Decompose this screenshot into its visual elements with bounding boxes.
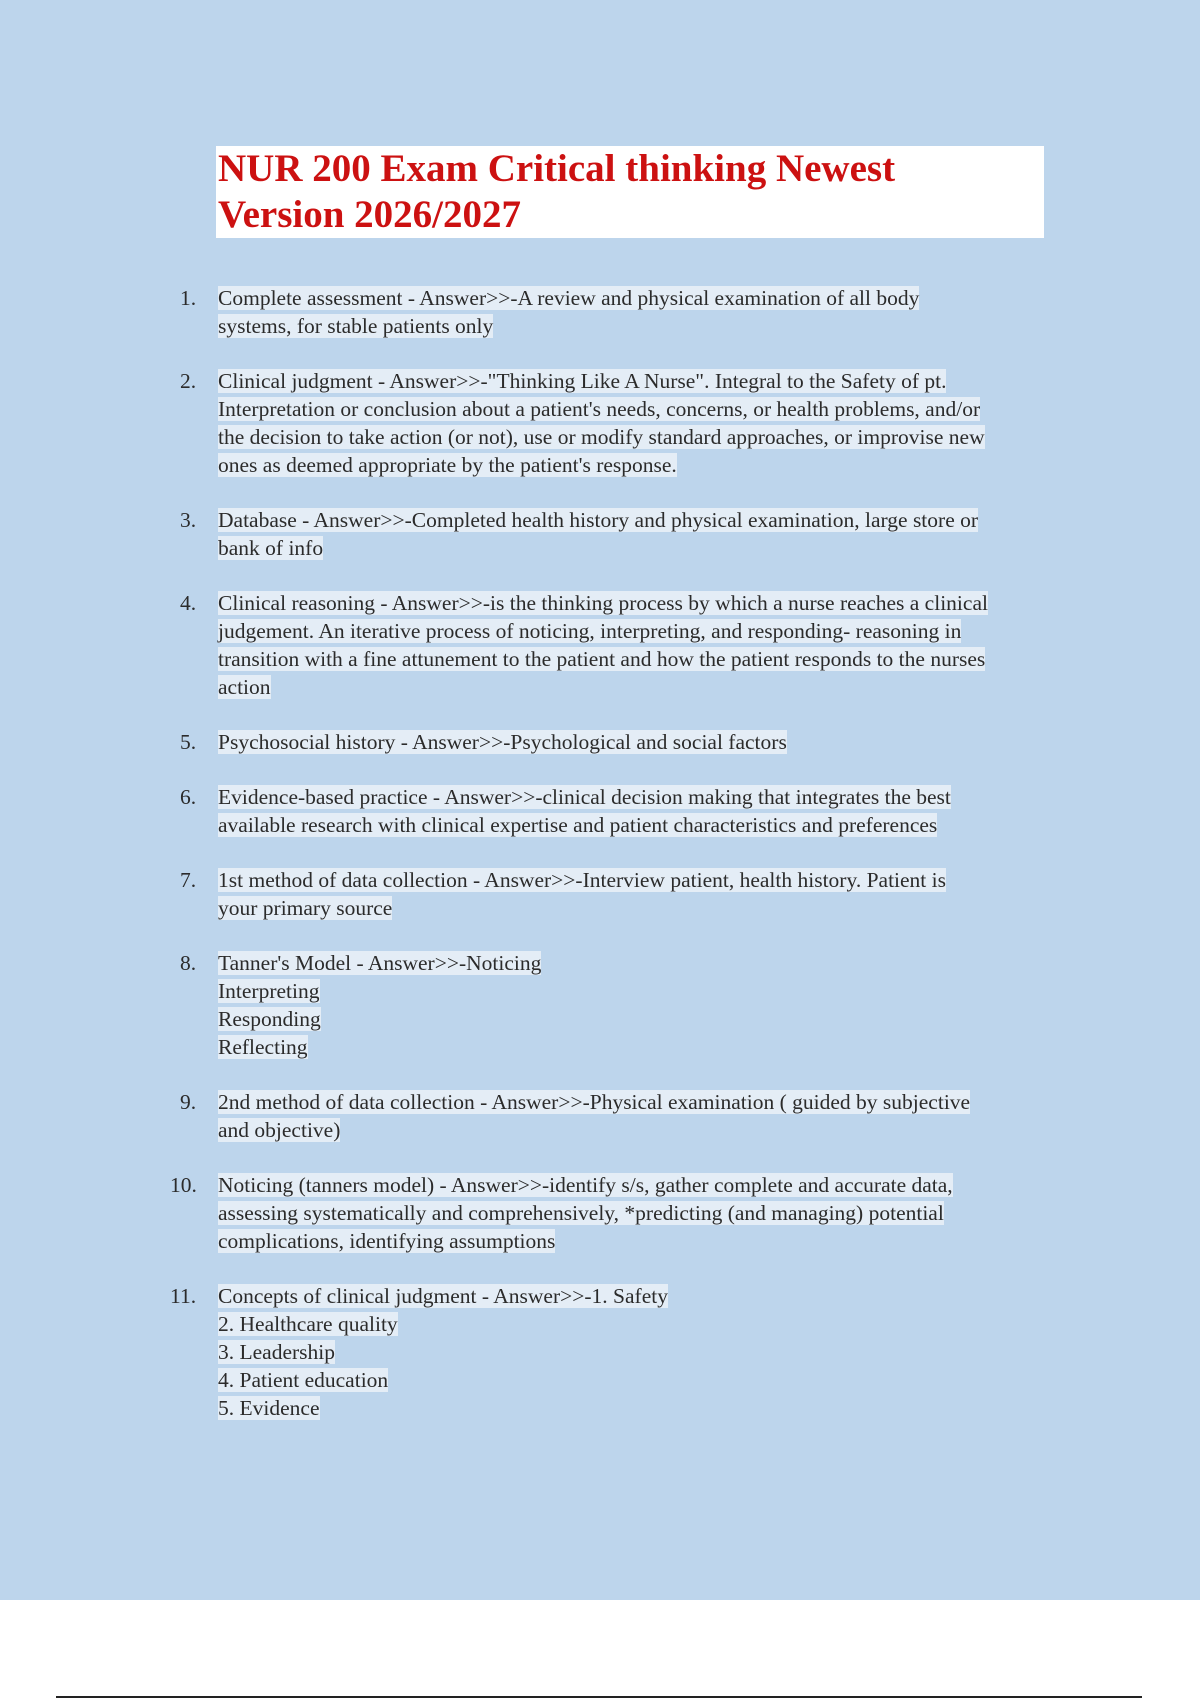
item-text: Evidence-based practice - Answer>>-clinical decision making that integrates the best available research with clinical expertise and patient characteristics and preferences xyxy=(218,785,951,837)
item-text: 2nd method of data collection - Answer>>-Physical examination ( guided by subjective and objective) xyxy=(218,1090,971,1142)
item-text: Database - Answer>>-Completed health history and physical examination, large store or bank of info xyxy=(218,508,979,560)
list-item xyxy=(170,1088,1090,1144)
list-item xyxy=(170,783,1090,839)
list-item xyxy=(170,284,1090,340)
list-item xyxy=(170,367,1090,479)
footer-divider xyxy=(56,1696,1142,1698)
item-number: 8. xyxy=(180,951,197,975)
document-title: NUR 200 Exam Critical thinking Newest Version 2026/2027 xyxy=(218,147,896,236)
list-item xyxy=(170,1171,1090,1255)
item-text: Concepts of clinical judgment - Answer>>-1. Safety 2. Healthcare quality 3. Leadership 4. Patient education 5. Evidence xyxy=(218,1284,668,1420)
item-number: 9. xyxy=(180,1090,197,1114)
list-item xyxy=(170,506,1090,562)
list-item xyxy=(170,589,1090,701)
item-number: 10. xyxy=(170,1173,197,1197)
list-item xyxy=(170,1282,1090,1422)
item-number: 1. xyxy=(180,286,197,310)
item-number: 11. xyxy=(170,1284,197,1308)
item-number: 7. xyxy=(180,868,197,892)
item-number: 6. xyxy=(180,785,197,809)
item-text: Tanner's Model - Answer>>-Noticing Interpreting Responding Reflecting xyxy=(218,951,542,1059)
item-text: Clinical judgment - Answer>>-"Thinking Like A Nurse". Integral to the Safety of pt. Interpretation or conclusion about a patient's needs, concerns, or health problems, and/or the decision to take action (or not), use or modify standard approaches, or improvise new ones as deemed appropriate by the patient's response. xyxy=(218,369,985,477)
item-text: 1st method of data collection - Answer>>-Interview patient, health history. Patient is your primary source xyxy=(218,868,946,920)
list-item xyxy=(170,728,1090,756)
item-number: 4. xyxy=(180,591,197,615)
list-item xyxy=(170,866,1090,922)
item-number: 2. xyxy=(180,369,197,393)
item-number: 3. xyxy=(180,508,197,532)
item-text: Psychosocial history - Answer>>-Psychological and social factors xyxy=(218,730,787,754)
item-number: 5. xyxy=(180,730,197,754)
item-text: Noticing (tanners model) - Answer>>-identify s/s, gather complete and accurate data, assessing systematically and comprehensively, *predicting (and managing) potential complications, identifying assumptions xyxy=(218,1173,953,1253)
item-text: Complete assessment - Answer>>-A review and physical examination of all body systems, for stable patients only xyxy=(218,286,920,338)
item-text: Clinical reasoning - Answer>>-is the thinking process by which a nurse reaches a clinical judgement. An iterative process of noticing, interpreting, and responding- reasoning in transition with a fine attunement to the patient and how the patient responds to the nurses action xyxy=(218,591,988,699)
title-box xyxy=(216,146,1044,238)
question-list xyxy=(170,284,1090,1449)
list-item xyxy=(170,949,1090,1061)
